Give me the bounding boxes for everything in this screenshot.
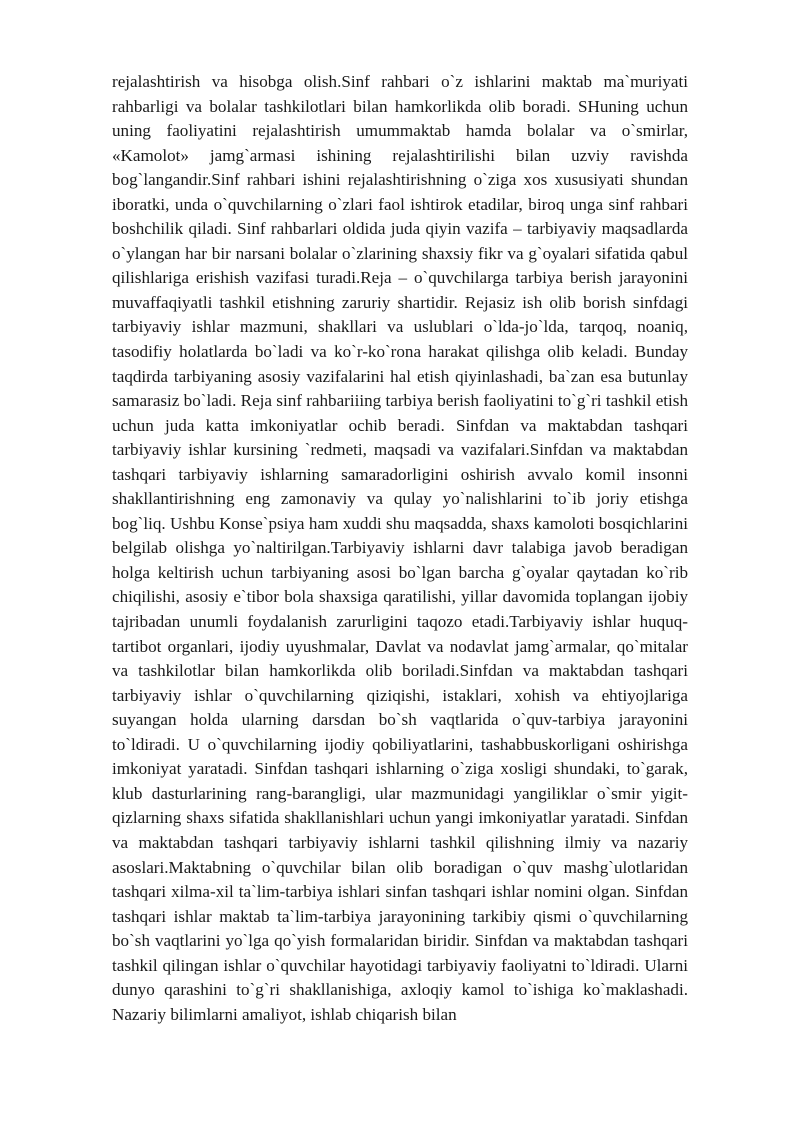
document-page [112,70,688,1027]
body-paragraph: rejalashtirish va hisobga olish.Sinf rahbari o`z ishlarini maktab ma`muriyati rahbarligi va bolalar tashkilotlari bilan hamkorlikda olib boradi. SHuning uchun uning faoliyatini rejalashtirish umummaktab hamda bolalar va o`smirlar, «Kamolot» jamg`armasi ishining rejalashtirilishi bilan uzviy ravishda bog`langandir.Sinf rahbari ishini rejalashtirishning o`ziga xos xususiyati shundan iboratki, unda o`quvchilarning o`zlari faol ishtirok etadilar, biroq unga sinf rahbari boshchilik qiladi. Sinf rahbarlari oldida juda qiyin vazifa – tarbiyaviy maqsadlarda o`ylangan har bir narsani bolalar o`zlarining shaxsiy fikr va g`oyalari sifatida qabul qilishlariga erishish vazifasi turadi.Reja – o`quvchilarga tarbiya berish jarayonini muvaffaqiyatli tashkil etishning zaruriy shartidir. Rejasiz ish olib borish sinfdagi tarbiyaviy ishlar mazmuni, shakllari va uslublari o`lda-jo`lda, tarqoq, noaniq, tasodifiy holatlarda bo`ladi va ko`r-ko`rona harakat qilishga olib keladi. Bunday taqdirda tarbiyaning asosiy vazifalarini hal etish qiyinlashadi, ba`zan esa butunlay samarasiz bo`ladi. Reja sinf rahbariiing tarbiya berish faoliyatini to`g`ri tashkil etish uchun juda katta imkoniyatlar ochib beradi. Sinfdan va maktabdan tashqari tarbiyaviy ishlar kursining `redmeti, maqsadi va vazifalari.Sinfdan va maktabdan tashqari tarbiyaviy ishlarning samaradorligini oshirish avvalo komil insonni shakllantirishning eng zamonaviy va qulay yo`nalishlarini to`ib joriy etishga bog`liq. Ushbu Konse`psiya ham xuddi shu maqsadda, shaxs kamoloti bosqichlarini belgilab olishga yo`naltirilgan.Tarbiyaviy ishlarni davr talabiga javob beradigan holga keltirish uchun tarbiyaning asosi bo`lgan barcha g`oyalar qaytadan ko`rib chiqilishi, asosiy e`tibor bola shaxsiga qaratilishi, yillar davomida toplangan ijobiy tajribadan unumli foydalanish zarurligini taqozo etadi.Tarbiyaviy ishlar huquq-tartibot organlari, ijodiy uyushmalar, Davlat va nodavlat jamg`armalar, qo`mitalar va tashkilotlar bilan hamkorlikda olib boriladi.Sinfdan va maktabdan tashqari tarbiyaviy ishlar o`quvchilarning qiziqishi, istaklari, xohish va ehtiyojlariga suyangan holda ularning darsdan bo`sh vaqtlarida o`quv-tarbiya jarayonini to`ldiradi. U o`quvchilarning ijodiy qobiliyatlarini, tashabbuskorligani oshirishga imkoniyat yaratadi. Sinfdan tashqari ishlarning o`ziga xosligi shundaki, to`garak, klub dasturlarining rang-barangligi, ular mazmunidagi yangiliklar o`smir yigit-qizlarning shaxs sifatida shakllanishlari uchun yangi imkoniyatlar yaratadi. Sinfdan va maktabdan tashqari tarbiyaviy ishlarni tashkil qilishning ilmiy va nazariy asoslari.Maktabning o`quvchilar bilan olib boradigan o`quv mashg`ulotlaridan tashqari xilma-xil ta`lim-tarbiya ishlari sinfan tashqari ishlar nomini olgan. Sinfdan tashqari ishlar maktab ta`lim-tarbiya jarayonining tarkibiy qismi o`quvchilarning bo`sh vaqtlarini yo`lga qo`yish formalaridan biridir. Sinfdan va maktabdan tashqari tashkil qilingan ishlar o`quvchilar hayotidagi tarbiyaviy faoliyatni to`ldiradi. Ularni dunyo qarashini to`g`ri shakllanishiga, axloqiy kamol to`ishiga ko`maklashadi. Nazariy bilimlarni amaliyot, ishlab chiqarish bilan [112,72,688,1024]
